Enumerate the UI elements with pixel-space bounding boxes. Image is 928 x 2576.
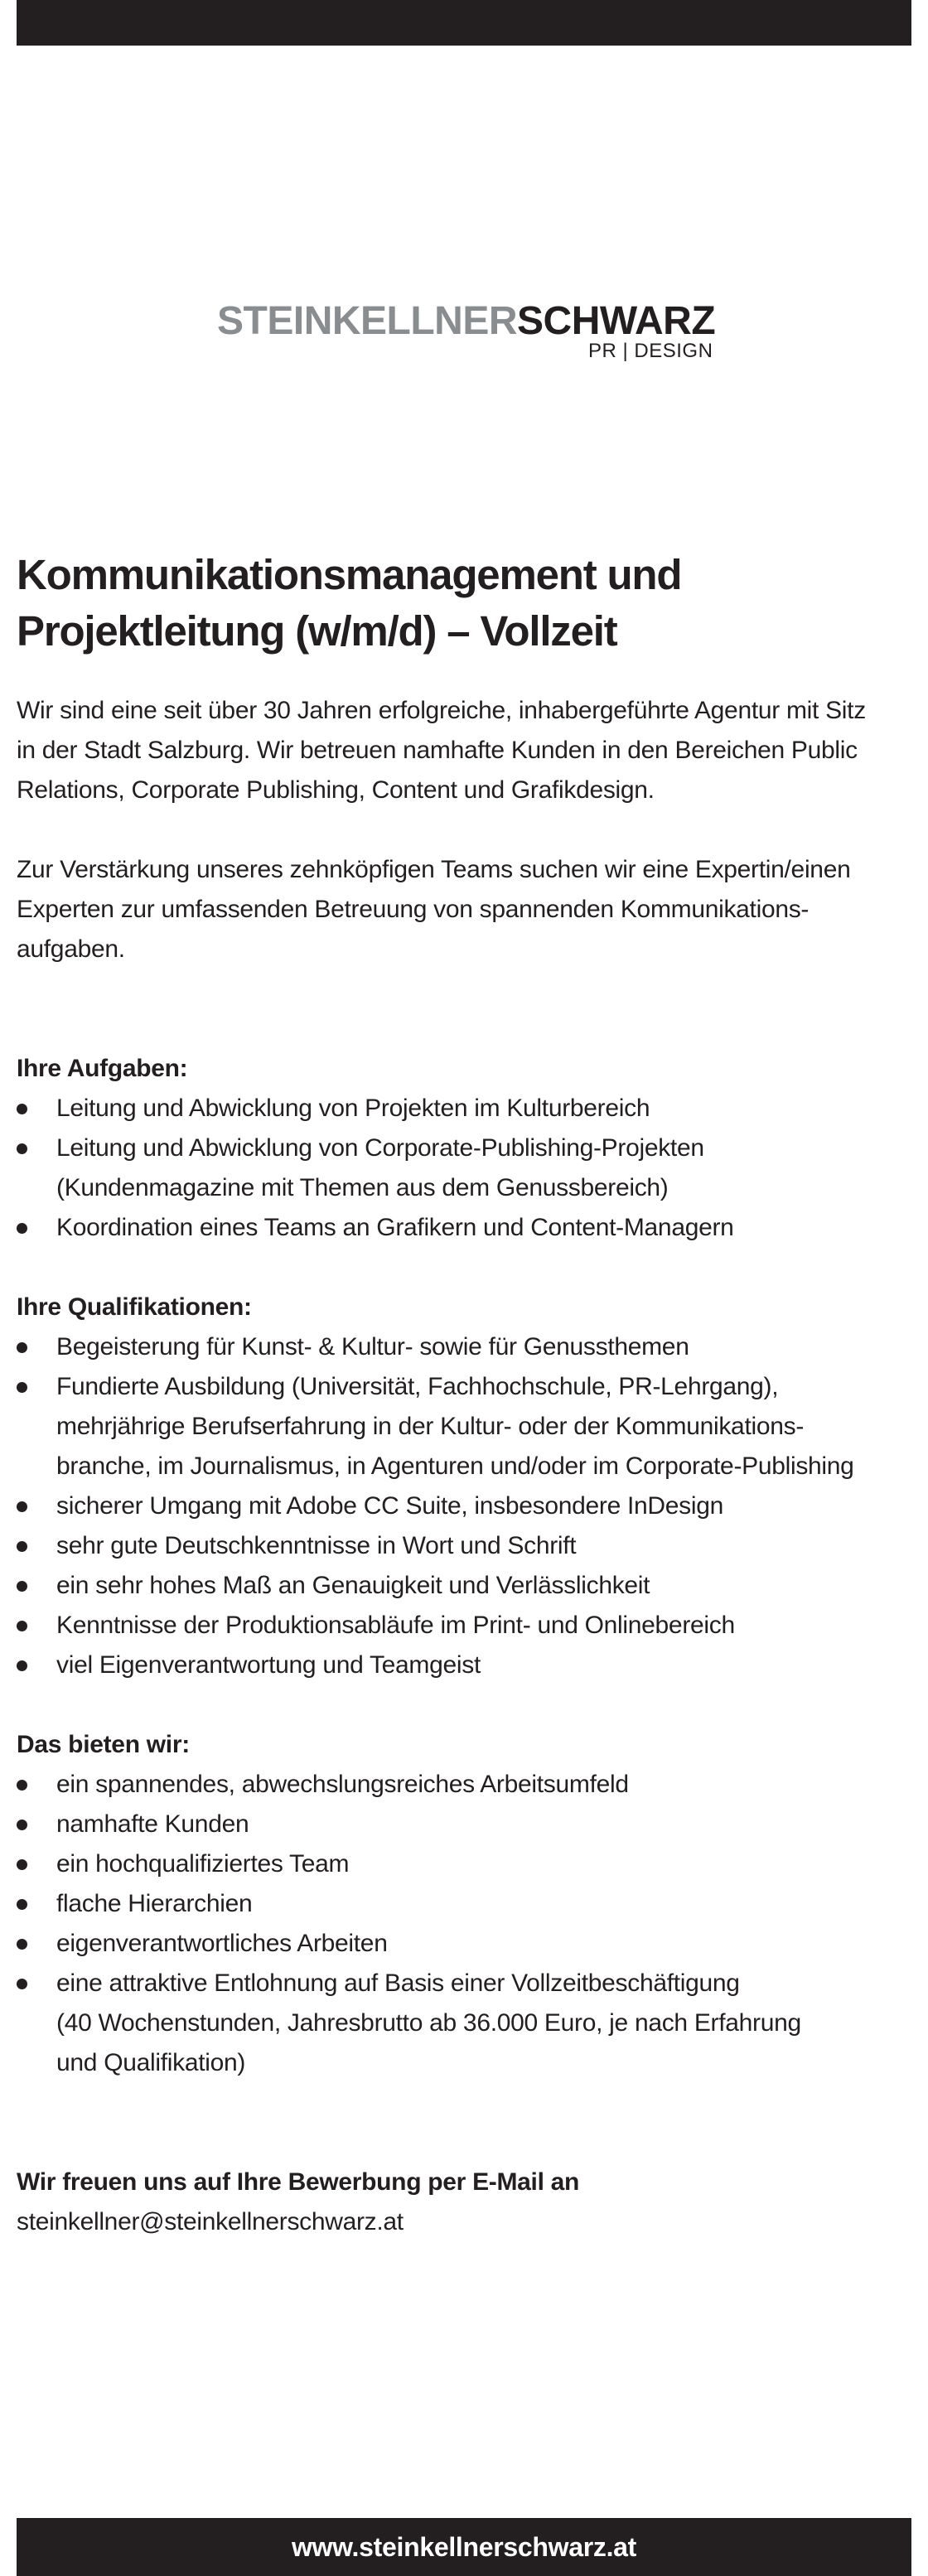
contact-email-link[interactable]: steinkellner@steinkellnerschwarz.at <box>17 2208 404 2235</box>
bullet-list <box>17 1327 911 1685</box>
bullet-icon <box>17 1541 27 1552</box>
bullet-list <box>17 1765 911 2083</box>
text-line: Zur Verstärkung unseres zehnköpfigen Teams suchen wir eine Expertin/einen <box>17 856 851 883</box>
bullet-list <box>17 1089 911 1248</box>
list-item-line: (40 Wochenstunden, Jahresbrutto ab 36.000 Euro, je nach Erfahrung <box>56 2009 801 2037</box>
list-item-line: sehr gute Deutschkenntnisse in Wort und Schrift <box>56 1532 577 1559</box>
contact-heading: Wir freuen uns auf Ihre Bewerbung per E-Mail an <box>17 2168 580 2196</box>
bullet-icon <box>17 1820 27 1830</box>
list-item-line: (Kundenmagazine mit Themen aus dem Genussbereich) <box>56 1174 669 1201</box>
contact-block <box>17 2163 911 2242</box>
logo-tagline: PR | DESIGN <box>588 340 713 362</box>
bullet-icon <box>17 1859 27 1870</box>
list-item <box>17 1089 911 1129</box>
section-qualifikationen <box>17 1288 911 1685</box>
logo-part-schwarz: SCHWARZ <box>517 299 716 343</box>
list-item-line: flache Hierarchien <box>56 1890 253 1917</box>
list-item-line: Kenntnisse der Produktionsabläufe im Print- und Onlinebereich <box>56 1612 735 1639</box>
section-aufgaben <box>17 1049 911 1248</box>
bullet-icon <box>17 1780 27 1791</box>
text-line: Wir sind eine seit über 30 Jahren erfolgreiche, inhabergeführte Agentur mit Sitz <box>17 697 866 724</box>
list-item-line: Leitung und Abwicklung von Corporate-Publishing-Projekten <box>56 1134 704 1162</box>
bullet-icon <box>17 1143 27 1154</box>
list-item-line: Leitung und Abwicklung von Projekten im Kulturbereich <box>56 1095 650 1122</box>
list-item <box>17 1526 911 1566</box>
list-item-line: branche, im Journalismus, in Agenturen und/oder im Corporate-Publishing <box>56 1452 854 1480</box>
list-item-line: und Qualifikation) <box>56 2049 246 2076</box>
bullet-icon <box>17 1382 27 1393</box>
job-ad-content <box>17 547 911 2242</box>
bullet-icon <box>17 1621 27 1631</box>
intro-paragraph-company <box>17 691 911 810</box>
job-title-line: Projektleitung (w/m/d) – Vollzeit <box>17 607 617 655</box>
bullet-icon <box>17 1939 27 1950</box>
bullet-icon <box>17 1104 27 1114</box>
section-angebot <box>17 1725 911 2083</box>
list-item-line: eigenverantwortliches Arbeiten <box>56 1930 388 1957</box>
list-item <box>17 1129 911 1208</box>
intro-paragraph-position <box>17 850 911 969</box>
bullet-icon <box>17 1660 27 1671</box>
list-item-line: Fundierte Ausbildung (Universität, Fachhochschule, PR-Lehrgang), <box>56 1373 779 1400</box>
list-item <box>17 1327 911 1367</box>
list-item-line: namhafte Kunden <box>56 1810 249 1838</box>
text-line: Relations, Corporate Publishing, Content und Grafikdesign. <box>17 776 655 804</box>
text-line: Experten zur umfassenden Betreuung von spannenden Kommunikations- <box>17 896 810 923</box>
section-heading: Das bieten wir: <box>17 1731 190 1758</box>
list-item-line: Begeisterung für Kunst- & Kultur- sowie für Genussthemen <box>56 1333 689 1360</box>
logo-wordmark <box>217 300 714 343</box>
list-item-line: ein sehr hohes Maß an Genauigkeit und Verlässlichkeit <box>56 1572 650 1599</box>
list-item <box>17 1367 911 1486</box>
company-logo <box>217 299 716 362</box>
text-line: in der Stadt Salzburg. Wir betreuen namhafte Kunden in den Bereichen Public <box>17 737 858 764</box>
list-item <box>17 1884 911 1924</box>
bullet-icon <box>17 1581 27 1592</box>
list-item <box>17 1805 911 1844</box>
footer-bar <box>17 2518 911 2576</box>
footer-website-link[interactable]: www.steinkellnerschwarz.at <box>291 2531 637 2562</box>
list-item <box>17 1606 911 1646</box>
top-bar <box>17 0 911 46</box>
bullet-icon <box>17 1223 27 1234</box>
list-item-line: ein hochqualifiziertes Team <box>56 1850 350 1878</box>
bullet-icon <box>17 1342 27 1353</box>
list-item <box>17 1964 911 2083</box>
list-item-line: viel Eigenverantwortung und Teamgeist <box>56 1651 481 1679</box>
list-item <box>17 1566 911 1606</box>
section-heading: Ihre Aufgaben: <box>17 1055 188 1082</box>
bullet-icon <box>17 1979 27 1989</box>
list-item <box>17 1646 911 1685</box>
bullet-icon <box>17 1899 27 1910</box>
list-item-line: eine attraktive Entlohnung auf Basis einer Vollzeitbeschäftigung <box>56 1969 740 1997</box>
list-item-line: mehrjährige Berufserfahrung in der Kultur- oder der Kommunikations- <box>56 1413 805 1440</box>
list-item-line: ein spannendes, abwechslungsreiches Arbeitsumfeld <box>56 1771 629 1798</box>
job-title-line: Kommunikationsmanagement und <box>17 551 682 598</box>
list-item <box>17 1765 911 1805</box>
list-item <box>17 1208 911 1248</box>
list-item-line: sicherer Umgang mit Adobe CC Suite, insbesondere InDesign <box>56 1492 724 1520</box>
bullet-icon <box>17 1501 27 1512</box>
list-item <box>17 1924 911 1964</box>
list-item <box>17 1844 911 1884</box>
logo-part-steinkellner: STEINKELLNER <box>217 299 518 343</box>
section-heading: Ihre Qualifikationen: <box>17 1293 252 1321</box>
list-item-line: Koordination eines Teams an Grafikern und Content-Managern <box>56 1214 734 1241</box>
job-title <box>17 547 911 660</box>
list-item <box>17 1486 911 1526</box>
text-line: aufgaben. <box>17 935 125 963</box>
